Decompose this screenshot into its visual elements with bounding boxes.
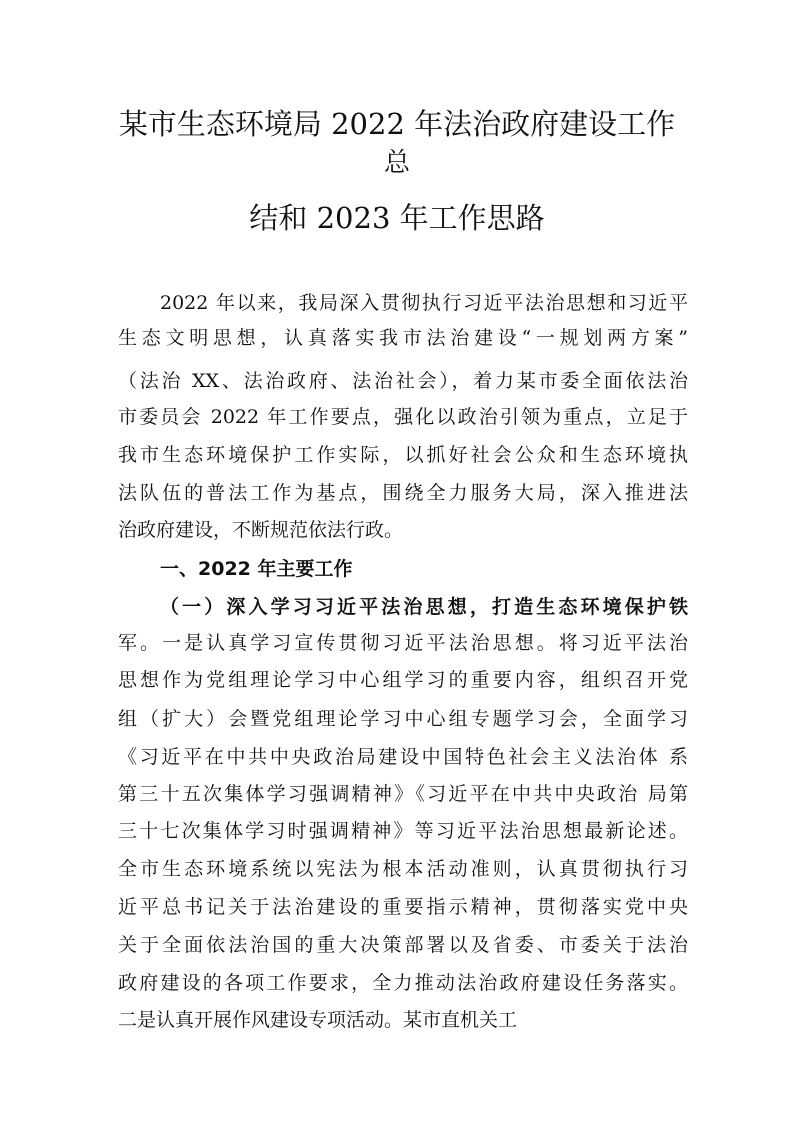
body-paragraph-line: 思想作为党组理论学习中心组学习的重要内容，组织召开党	[118, 669, 688, 691]
body-paragraph-line: 军。一是认真学习宣传贯彻习近平法治思想。将习近平法治	[118, 632, 688, 654]
intro-paragraph-line: 市委员会 2022 年工作要点，强化以政治引领为重点，立足于	[118, 406, 688, 428]
body-paragraph-line: 三十七次集体学习时强调精神》等习近平法治思想最新论述。	[118, 820, 688, 842]
intro-paragraph-line: 生态文明思想，认真落实我市法治建设“一规划两方案”	[118, 327, 688, 349]
body-paragraph-line: 《习近平在中共中央政治局建设中国特色社会主义法治体 系	[118, 746, 688, 768]
body-paragraph-line: 二是认真开展作风建设专项活动。某市直机关工	[118, 1009, 518, 1031]
subsection-heading: （一）深入学习习近平法治思想，打造生态环境保护铁	[160, 596, 688, 618]
body-paragraph-line: 全市生态环境系统以宪法为根本活动准则，认真贯彻执行习	[118, 858, 688, 880]
document-title-line-3: 结和 2023 年工作思路	[249, 201, 545, 235]
intro-paragraph-line: （法治 XX、法治政府、法治社会），着力某市委全面依法治	[118, 370, 688, 392]
intro-paragraph-line: 法队伍的普法工作为基点，围绕全力服务大局，深入推进法	[118, 482, 688, 504]
document-title-line-2: 总	[383, 148, 410, 178]
intro-paragraph-line: 2022 年以来，我局深入贯彻执行习近平法治思想和习近平	[160, 292, 688, 314]
body-paragraph-line: 近平总书记关于法治建设的重要指示精神，贯彻落实党中央	[118, 896, 688, 918]
intro-paragraph-line: 治政府建设，不断规范依法行政。	[118, 519, 404, 541]
document-title-line-1: 某市生态环境局 2022 年法治政府建设工作	[118, 107, 676, 141]
section-heading: 一、2022 年主要工作	[160, 558, 353, 580]
body-paragraph-line: 政府建设的各项工作要求，全力推动法治政府建设任务落实。	[118, 972, 688, 994]
body-paragraph-line: 组（扩大）会暨党组理论学习中心组专题学习会，全面学习	[118, 708, 688, 730]
body-paragraph-line: 关于全面依法治国的重大决策部署以及省委、市委关于法治	[118, 934, 688, 956]
body-paragraph-line: 第三十五次集体学习强调精神》《习近平在中共中央政治 局第	[118, 783, 688, 805]
intro-paragraph-line: 我市生态环境保护工作实际，以抓好社会公众和生态环境执	[118, 444, 688, 466]
